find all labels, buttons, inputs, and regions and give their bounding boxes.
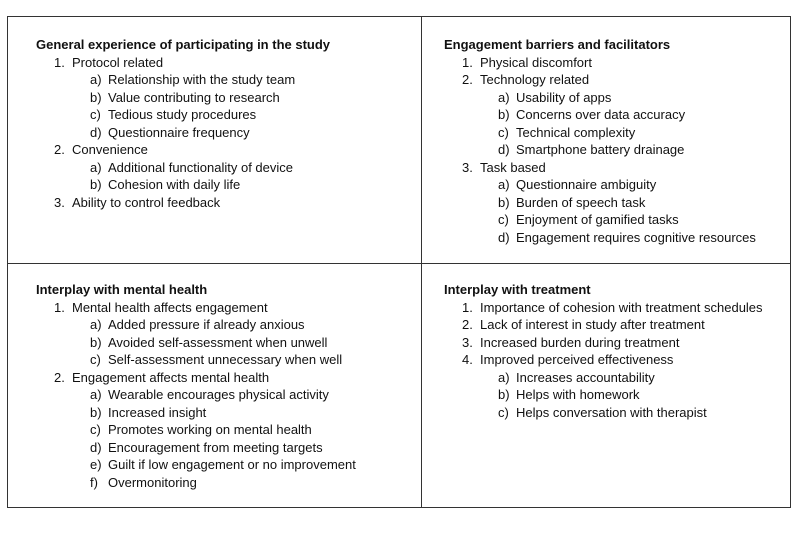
theme-item xyxy=(36,54,411,142)
subtheme-letter: a) xyxy=(498,177,510,192)
subtheme-item xyxy=(444,176,789,194)
theme-item xyxy=(36,194,411,212)
theme-item xyxy=(36,369,411,492)
subtheme-letter: a) xyxy=(90,317,102,332)
subtheme-item xyxy=(444,89,789,107)
subtheme-label: Burden of speech task xyxy=(516,194,646,210)
subtheme-label: Added pressure if already anxious xyxy=(108,317,305,332)
theme-item xyxy=(444,334,789,352)
subtheme-label: Tedious study procedures xyxy=(108,107,257,122)
quadrant-title: General experience of participating in the study xyxy=(36,37,331,52)
theme-item xyxy=(444,54,789,72)
subtheme-label: Concerns over data accuracy xyxy=(516,107,686,122)
quadrant-bottom-left xyxy=(36,281,411,491)
theme-label: Task based xyxy=(480,159,546,175)
subtheme-item xyxy=(444,211,789,229)
subtheme-letter: b) xyxy=(498,107,510,122)
subtheme-list xyxy=(36,159,411,194)
subtheme-letter: d) xyxy=(498,229,510,245)
theme-list xyxy=(36,299,411,492)
theme-label: Engagement affects mental health xyxy=(72,369,270,385)
subtheme-label: Smartphone battery drainage xyxy=(516,142,685,157)
subtheme-item xyxy=(36,316,411,334)
theme-list xyxy=(444,54,789,247)
subtheme-label: Enjoyment of gamified tasks xyxy=(516,212,679,227)
subtheme-letter: d) xyxy=(90,439,102,455)
subtheme-item xyxy=(444,194,789,212)
subtheme-list xyxy=(444,176,789,246)
theme-number: 2. xyxy=(54,142,65,157)
theme-label: Importance of cohesion with treatment schedules xyxy=(480,299,763,315)
subtheme-item xyxy=(36,351,411,369)
subtheme-letter: a) xyxy=(90,387,102,402)
subtheme-item xyxy=(36,71,411,89)
theme-number: 3. xyxy=(462,159,473,175)
theme-label: Lack of interest in study after treatment xyxy=(480,317,705,332)
subtheme-list xyxy=(36,71,411,141)
subtheme-label: Cohesion with daily life xyxy=(108,177,241,192)
theme-label: Improved perceived effectiveness xyxy=(480,352,674,367)
theme-item xyxy=(444,299,789,317)
subtheme-letter: d) xyxy=(90,124,102,140)
subtheme-item xyxy=(444,229,789,247)
subtheme-list xyxy=(36,316,411,369)
quadrant-top-right xyxy=(444,36,789,246)
subtheme-item xyxy=(444,369,789,387)
subtheme-letter: c) xyxy=(498,124,509,140)
subtheme-item xyxy=(36,404,411,422)
subtheme-label: Avoided self-assessment when unwell xyxy=(108,334,328,350)
theme-list xyxy=(36,54,411,212)
subtheme-label: Guilt if low engagement or no improvement xyxy=(108,457,356,472)
theme-label: Protocol related xyxy=(72,54,164,70)
subtheme-letter: a) xyxy=(90,72,102,87)
subtheme-label: Value contributing to research xyxy=(108,89,280,105)
subtheme-item xyxy=(36,456,411,474)
subtheme-letter: a) xyxy=(90,159,102,175)
quadrant-bottom-right xyxy=(444,281,789,421)
theme-item xyxy=(444,351,789,421)
theme-number: 1. xyxy=(54,299,65,315)
subtheme-letter: a) xyxy=(498,369,510,385)
subtheme-letter: e) xyxy=(90,457,102,472)
quadrant-top-left xyxy=(36,36,411,211)
theme-label: Ability to control feedback xyxy=(72,194,221,210)
theme-label: Convenience xyxy=(72,142,148,157)
quadrant-title: Interplay with mental health xyxy=(36,282,208,297)
subtheme-label: Overmonitoring xyxy=(108,474,197,490)
subtheme-item xyxy=(36,421,411,439)
theme-number: 2. xyxy=(462,72,473,87)
theme-number: 1. xyxy=(462,299,473,315)
subtheme-list xyxy=(444,89,789,159)
theme-label: Technology related xyxy=(480,72,590,87)
subtheme-label: Additional functionality of device xyxy=(108,159,294,175)
theme-item xyxy=(36,299,411,369)
subtheme-list xyxy=(444,369,789,422)
quadrant-title: Engagement barriers and facilitators xyxy=(444,37,671,52)
subtheme-item xyxy=(444,124,789,142)
subtheme-label: Engagement requires cognitive resources xyxy=(516,229,756,245)
theme-label: Increased burden during treatment xyxy=(480,334,680,350)
theme-number: 1. xyxy=(54,54,65,70)
subtheme-letter: b) xyxy=(90,89,102,105)
column-divider xyxy=(421,17,422,507)
subtheme-list xyxy=(36,386,411,491)
theme-number: 4. xyxy=(462,352,473,367)
subtheme-letter: c) xyxy=(498,212,509,227)
theme-list xyxy=(444,299,789,422)
subtheme-label: Increases accountability xyxy=(516,369,655,385)
subtheme-label: Increased insight xyxy=(108,404,207,420)
subtheme-item xyxy=(444,386,789,404)
subtheme-label: Technical complexity xyxy=(516,124,636,140)
subtheme-label: Questionnaire ambiguity xyxy=(516,177,657,192)
subtheme-label: Usability of apps xyxy=(516,89,612,105)
theme-number: 3. xyxy=(462,334,473,350)
subtheme-letter: c) xyxy=(90,422,101,437)
theme-item xyxy=(36,141,411,194)
theme-number: 1. xyxy=(462,54,473,70)
subtheme-letter: c) xyxy=(90,352,101,367)
theme-number: 3. xyxy=(54,194,65,210)
subtheme-label: Self-assessment unnecessary when well xyxy=(108,352,343,367)
subtheme-letter: c) xyxy=(498,404,509,420)
subtheme-label: Helps with homework xyxy=(516,387,640,402)
theme-item xyxy=(444,71,789,159)
subtheme-item xyxy=(36,474,411,492)
subtheme-letter: b) xyxy=(90,404,102,420)
subtheme-item xyxy=(36,159,411,177)
subtheme-letter: b) xyxy=(498,194,510,210)
subtheme-item xyxy=(444,404,789,422)
theme-item xyxy=(444,316,789,334)
theme-label: Physical discomfort xyxy=(480,54,592,70)
subtheme-item xyxy=(36,386,411,404)
subtheme-item xyxy=(36,176,411,194)
subtheme-item xyxy=(36,124,411,142)
theme-item xyxy=(444,159,789,247)
subtheme-letter: d) xyxy=(498,142,510,157)
subtheme-item xyxy=(36,89,411,107)
row-divider xyxy=(8,263,790,264)
subtheme-label: Wearable encourages physical activity xyxy=(108,387,329,402)
subtheme-letter: b) xyxy=(498,387,510,402)
subtheme-letter: a) xyxy=(498,89,510,105)
quadrant-title: Interplay with treatment xyxy=(444,282,591,297)
subtheme-label: Promotes working on mental health xyxy=(108,422,312,437)
subtheme-label: Helps conversation with therapist xyxy=(516,404,707,420)
subtheme-letter: b) xyxy=(90,334,102,350)
theme-number: 2. xyxy=(462,317,473,332)
subtheme-item xyxy=(36,334,411,352)
theme-label: Mental health affects engagement xyxy=(72,299,268,315)
subtheme-letter: f) xyxy=(90,474,98,490)
subtheme-item xyxy=(444,141,789,159)
subtheme-item xyxy=(444,106,789,124)
subtheme-label: Relationship with the study team xyxy=(108,72,296,87)
theme-number: 2. xyxy=(54,369,65,385)
subtheme-item xyxy=(36,439,411,457)
subtheme-letter: b) xyxy=(90,177,102,192)
subtheme-label: Encouragement from meeting targets xyxy=(108,439,323,455)
subtheme-label: Questionnaire frequency xyxy=(108,124,250,140)
subtheme-item xyxy=(36,106,411,124)
subtheme-letter: c) xyxy=(90,107,101,122)
